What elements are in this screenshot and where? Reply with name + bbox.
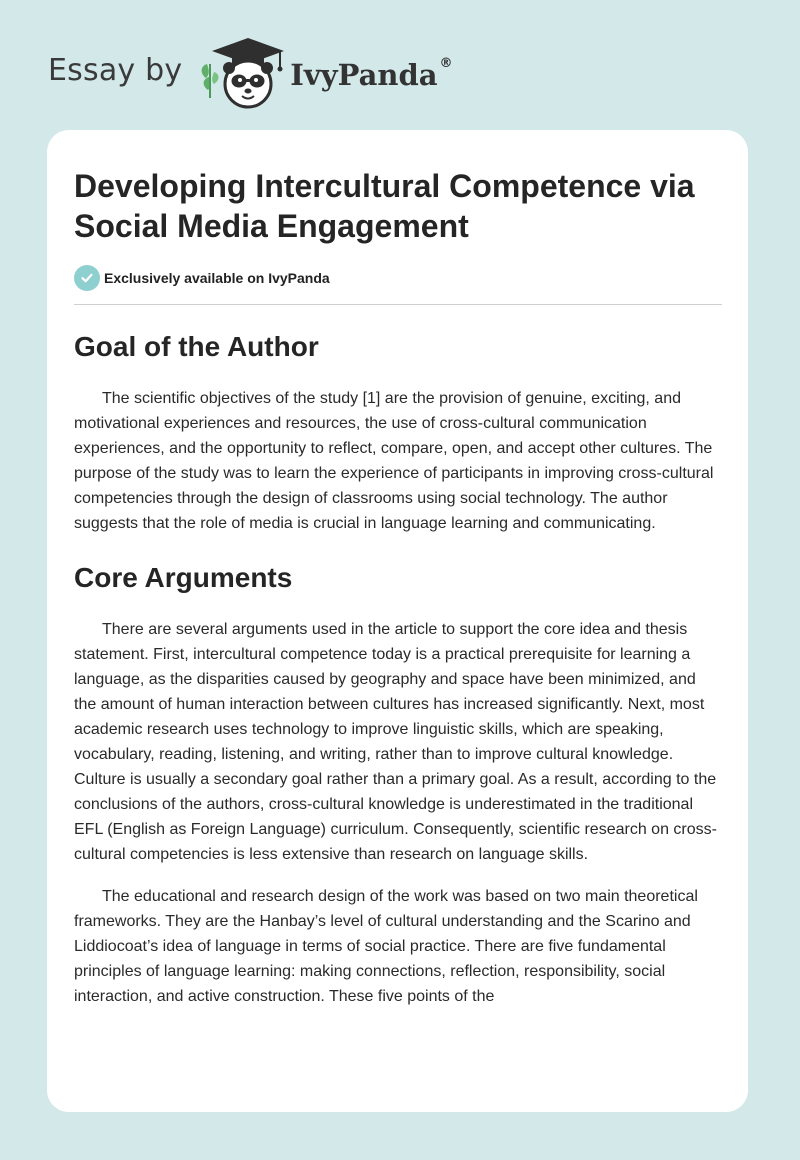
check-icon xyxy=(74,265,100,291)
section-goal-of-author xyxy=(74,330,722,536)
site-brand[interactable] xyxy=(48,34,453,110)
article-card xyxy=(47,130,748,1112)
paragraph: The educational and research design of the work was based on two main theoretical frameworks. They are the Hanbay’s level of cultural understanding and the Scarino and Liddiocoat’s idea of language in terms of social practice. There are five fundamental principles of language learning: making connections, reflection, responsibility, social interaction, and active construction. These five points of the xyxy=(74,888,698,1005)
section-heading: Goal of the Author xyxy=(74,331,319,362)
brand-name: IvyPanda ® xyxy=(290,56,453,92)
panda-graduate-logo-icon xyxy=(196,34,288,110)
section-core-arguments xyxy=(74,561,722,1009)
paragraph: There are several arguments used in the article to support the core idea and thesis statement. First, intercultural competence today is a practical prerequisite for learning a language, as the disparities caused by geography and space have been minimized, and the amount of human interaction between cultures has increased significantly. Next, most academic research uses technology to improve linguistic skills, which are speaking, vocabulary, reading, listening, and writing, rather than to improve cultural knowledge. Culture is usually a secondary goal rather than a primary goal. As a result, according to the conclusions of the authors, cross-cultural knowledge is underestimated in the traditional EFL (English as Foreign Language) curriculum. Consequently, scientific research on cross-cultural competencies is less extensive than research on language skills. xyxy=(74,621,717,863)
exclusive-badge xyxy=(74,265,722,305)
content-fade-overlay xyxy=(47,1052,748,1112)
article-title: Developing Intercultural Competence via Social Media Engagement xyxy=(74,168,695,244)
brand-prefix: Essay by xyxy=(48,52,183,88)
exclusive-badge-text: Exclusively available on IvyPanda xyxy=(104,270,330,286)
section-heading: Core Arguments xyxy=(74,562,293,593)
registered-mark: ® xyxy=(439,56,453,71)
paragraph: The scientific objectives of the study [1] are the provision of genuine, exciting, and motivational experiences and resources, the use of cross-cultural communication experiences, and the opportunity to reflect, compare, open, and accept other cultures. The purpose of the study was to learn the experience of participants in improving cross-cultural competencies through the design of classrooms using social technology. The author suggests that the role of media is crucial in language learning and communicating. xyxy=(74,390,714,532)
